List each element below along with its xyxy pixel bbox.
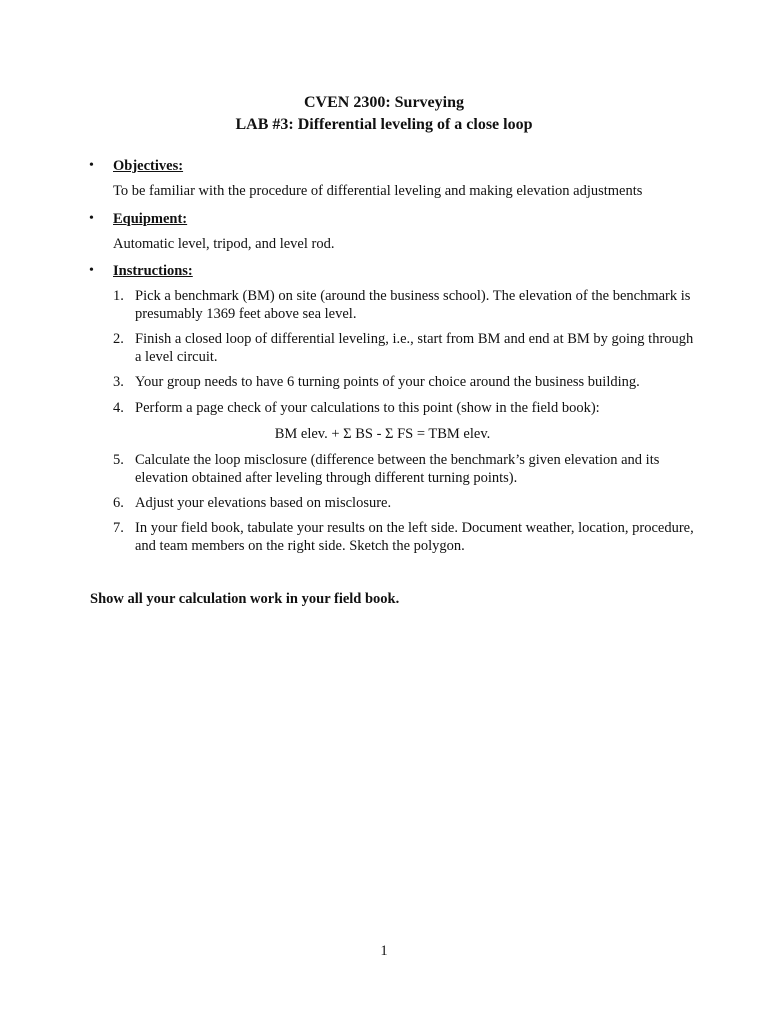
equipment-text: Automatic level, tripod, and level rod. xyxy=(113,236,335,252)
instruction-text-7: In your field book, tabulate your results on the left side. Document weather, location, procedure, and team members on the right side. Sketch the polygon. xyxy=(135,520,694,554)
instruction-number-5: 5. xyxy=(113,452,124,468)
instruction-text-6: Adjust your elevations based on misclosure. xyxy=(135,495,392,511)
document-title-line-2: LAB #3: Differential leveling of a close loop xyxy=(235,116,533,133)
document-title-line-1: CVEN 2300: Surveying xyxy=(303,94,464,111)
footer-note: Show all your calculation work in your field book. xyxy=(90,591,400,607)
objectives-heading: Objectives: xyxy=(113,158,184,174)
bullet-equipment: • xyxy=(89,211,94,226)
equipment-heading: Equipment: xyxy=(113,211,188,227)
instruction-number-6: 6. xyxy=(113,495,124,511)
instruction-text-4: Perform a page check of your calculations to this point (show in the field book): xyxy=(135,400,600,416)
instructions-heading: Instructions: xyxy=(113,263,193,279)
instruction-text-1: Pick a benchmark (BM) on site (around the business school). The elevation of the benchmark is presumably 1369 feet above sea level. xyxy=(135,288,691,322)
instruction-text-3: Your group needs to have 6 turning points of your choice around the business building. xyxy=(135,374,640,390)
instruction-text-5: Calculate the loop misclosure (difference between the benchmark’s given elevation and its elevation obtained after leveling through different turning points). xyxy=(135,452,660,486)
instruction-number-7: 7. xyxy=(113,520,124,536)
page-check-formula: BM elev. + Σ BS - Σ FS = TBM elev. xyxy=(274,426,491,442)
instruction-text-2: Finish a closed loop of differential leveling, i.e., start from BM and end at BM by going through a level circuit. xyxy=(135,331,694,365)
instruction-number-3: 3. xyxy=(113,374,124,390)
bullet-objectives: • xyxy=(89,158,94,173)
objectives-text: To be familiar with the procedure of differential leveling and making elevation adjustments xyxy=(113,183,643,199)
instruction-number-2: 2. xyxy=(113,331,124,347)
bullet-instructions: • xyxy=(89,263,94,278)
page-number: 1 xyxy=(380,943,388,959)
instruction-number-4: 4. xyxy=(113,400,124,416)
instruction-number-1: 1. xyxy=(113,288,124,304)
